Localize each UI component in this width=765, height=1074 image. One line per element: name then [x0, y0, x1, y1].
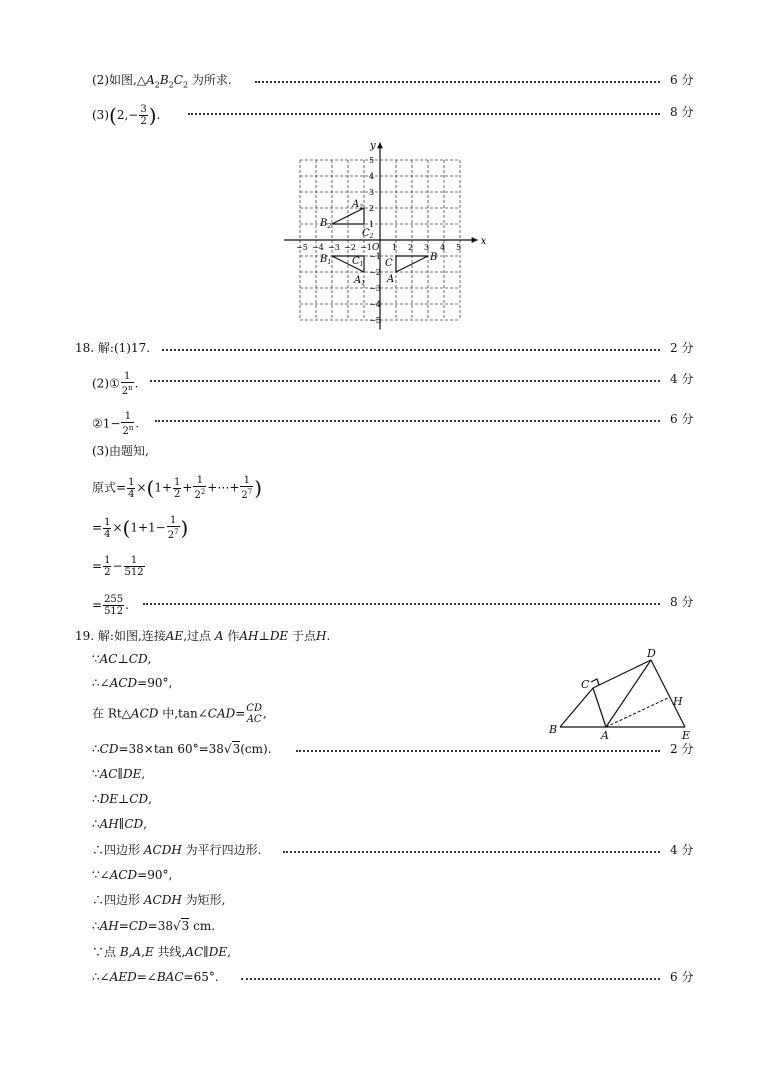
exponent: 7 — [174, 528, 179, 536]
y-tick-label: 4 — [369, 172, 375, 181]
leader-dots — [296, 750, 660, 752]
coordinate-grid-figure — [280, 136, 485, 336]
x-axis-arrow — [472, 237, 478, 243]
numerator: CD — [246, 703, 262, 714]
comma: , — [148, 792, 152, 806]
x-tick-label: −3 — [328, 243, 340, 252]
comma: , — [262, 706, 267, 721]
numerator: 1 — [121, 411, 134, 423]
left-paren: ( — [109, 103, 117, 128]
subscript: 2 — [327, 223, 332, 230]
denominator — [167, 527, 180, 541]
label-b: B — [549, 723, 558, 736]
perp-sign: ⊥ — [258, 629, 270, 643]
base: 2 — [122, 426, 129, 437]
exponent: 7 — [247, 488, 253, 496]
left-paren: ( — [146, 476, 155, 500]
denominator — [193, 487, 206, 501]
label-d: D — [647, 647, 656, 660]
score-mark: 8 分 — [670, 595, 694, 609]
relation: AH∥CD — [99, 817, 144, 831]
eq-prefix: 原式= — [92, 480, 127, 495]
label-b: B — [430, 252, 438, 263]
text: 中,tan∠ — [158, 706, 208, 721]
right-paren: ) — [254, 476, 263, 500]
x-tick-label: −5 — [296, 243, 308, 252]
times-sign: × — [112, 520, 123, 535]
tick-labels — [296, 140, 487, 325]
fraction — [193, 475, 206, 501]
fraction — [246, 703, 262, 725]
term: 1+1− — [130, 520, 166, 535]
angle-sign: ∠ — [99, 970, 110, 984]
fraction — [167, 515, 180, 541]
x-axis-label: x — [480, 236, 487, 247]
triangle-symbol: △ — [136, 73, 147, 87]
p19-head-text: 作 — [227, 629, 240, 643]
period: . — [134, 376, 139, 391]
relation: DE⊥CD — [99, 792, 149, 806]
right-paren: ) — [180, 516, 189, 540]
x-tick-label: 2 — [408, 243, 414, 252]
denominator: 512 — [124, 567, 144, 578]
vertex-a2: A — [146, 73, 155, 87]
leader-dots — [255, 81, 660, 83]
triangle-abc — [396, 256, 428, 272]
period: . — [125, 598, 129, 612]
numerator: 1 — [167, 515, 180, 527]
line-ca — [593, 688, 606, 727]
angle-name: AED — [109, 970, 137, 984]
score-mark: 6 分 — [670, 73, 694, 87]
seg-cd: CD — [128, 919, 148, 933]
angle-name: CAD — [207, 706, 236, 721]
sqrt-sign: √ — [223, 742, 232, 756]
right-paren: ) — [148, 103, 157, 128]
equals: = — [118, 919, 129, 933]
leader-dots — [283, 851, 660, 853]
angle-value: =65°. — [183, 970, 219, 984]
right-angle-mark — [591, 679, 599, 685]
comma: , — [147, 652, 152, 666]
text: 在 Rt△ — [92, 706, 131, 721]
sub-2: 2 — [168, 80, 174, 90]
comma: , — [141, 767, 146, 781]
denominator — [121, 383, 134, 397]
denominator: 2 — [140, 116, 147, 127]
because-sign: ∵ — [92, 868, 100, 882]
because-sign: ∵ — [92, 945, 105, 959]
denominator — [240, 487, 253, 501]
leader-dots — [143, 603, 660, 605]
angle-name: ACD — [109, 868, 138, 882]
fraction — [139, 104, 147, 127]
point-a: A — [214, 629, 224, 643]
y-axis-label: y — [370, 140, 376, 152]
p18-part3-intro-text: (3)由题知, — [92, 444, 149, 458]
label-a2: $A_2$ — [352, 199, 364, 211]
sub-2: 2 — [182, 80, 189, 90]
unit: (cm). — [240, 742, 272, 756]
comma: , — [143, 817, 147, 831]
fraction — [127, 477, 135, 500]
leader-dots — [162, 349, 660, 351]
coord-sep: , — [124, 108, 129, 122]
origin-label: O — [372, 243, 380, 253]
y-tick-label: −4 — [369, 300, 381, 309]
leader-dots — [150, 380, 660, 382]
y-tick-label: 3 — [369, 188, 375, 197]
score-mark: 2 分 — [670, 341, 694, 355]
subscript: 2 — [369, 233, 374, 240]
therefore-sign: ∴ — [92, 742, 100, 756]
y-tick-label: −1 — [369, 252, 381, 261]
exponent: n — [128, 424, 134, 432]
comma: , — [227, 945, 231, 959]
score-mark: 2 分 — [670, 742, 694, 756]
exponent: 2 — [200, 488, 206, 496]
eq-prefix: = — [92, 520, 103, 535]
quad-name: ACDH — [143, 843, 182, 857]
angle-sign: ∠ — [99, 676, 110, 690]
geometry-figure — [540, 645, 700, 740]
numerator: 3 — [140, 104, 147, 115]
subscript: 1 — [327, 259, 332, 266]
subscript: 2 — [359, 204, 364, 211]
seg-ae: AE — [165, 629, 184, 643]
p17-part2-suffix: 为所求. — [191, 73, 232, 87]
base: 2 — [194, 490, 201, 501]
label-c2: $C_2$ — [362, 228, 374, 240]
plus-sign: + — [182, 480, 193, 495]
ellipsis: +⋯+ — [207, 480, 240, 495]
x-tick-label: 1 — [392, 243, 398, 252]
text: 为矩形, — [181, 893, 226, 907]
triangle-name: ACD — [130, 706, 159, 721]
points: B,A,E — [119, 945, 154, 959]
angle-name: BAC — [156, 970, 184, 984]
line-bc — [560, 688, 593, 727]
label-a: A — [601, 729, 609, 742]
x-tick-label: −2 — [344, 243, 356, 252]
equals: =∠ — [136, 970, 157, 984]
seg-ah: AH — [239, 629, 259, 643]
score-mark: 8 分 — [670, 105, 694, 119]
numerator: 1 — [104, 555, 111, 566]
therefore-sign: ∴ — [92, 893, 105, 907]
fraction — [103, 517, 111, 540]
p17-part2-prefix: (2)如图, — [92, 73, 137, 87]
y-tick-label: 5 — [369, 156, 375, 165]
equals: = — [235, 706, 246, 721]
denominator: 4 — [104, 528, 111, 540]
unit: cm. — [189, 919, 216, 933]
score-mark: 6 分 — [670, 970, 694, 984]
exponent: n — [128, 384, 133, 392]
y-tick-label: 2 — [369, 204, 375, 213]
leader-dots — [241, 978, 660, 980]
vertex-c2: C — [173, 73, 183, 87]
base: 2 — [241, 490, 248, 501]
p19-head-text: ,过点 — [183, 629, 212, 643]
seg-de: DE — [269, 629, 289, 643]
left-paren: ( — [122, 516, 131, 540]
x-tick-label: −4 — [312, 243, 324, 252]
period: . — [156, 108, 161, 122]
therefore-sign: ∴ — [92, 817, 100, 831]
label-c1: $C_1$ — [352, 256, 364, 268]
denominator: 2 — [104, 567, 111, 578]
term: 1+ — [154, 480, 173, 495]
period: . — [326, 629, 331, 643]
fraction — [121, 411, 134, 437]
y-tick-label: −3 — [369, 284, 381, 293]
numerator: 1 — [174, 476, 181, 488]
fraction — [103, 594, 124, 617]
numerator: 255 — [104, 594, 124, 605]
because-sign: ∵ — [92, 767, 100, 781]
score-mark: 4 分 — [670, 843, 694, 857]
text: 共线, — [153, 945, 186, 959]
label-b1: $B_1$ — [320, 254, 332, 266]
expression: =38×tan 60°=38 — [118, 742, 224, 756]
minus-sign: − — [128, 108, 139, 122]
y-axis-arrow — [377, 142, 383, 148]
denominator: 512 — [104, 606, 124, 617]
numerator: 1 — [193, 475, 206, 487]
relation: AC∥DE — [185, 945, 228, 959]
p18-part2a-prefix: (2)① — [92, 376, 120, 391]
seg-cd: CD — [99, 742, 119, 756]
x-tick-label: 3 — [424, 243, 430, 252]
numerator: 1 — [121, 371, 134, 383]
label-e: E — [682, 729, 691, 742]
base: 2 — [167, 530, 175, 541]
comma: , — [168, 868, 173, 882]
quad-name: ACDH — [143, 893, 182, 907]
therefore-sign: ∴ — [92, 843, 105, 857]
therefore-sign: ∴ — [92, 919, 100, 933]
numerator: 1 — [104, 516, 111, 528]
angle-value: =90° — [137, 676, 169, 690]
p19-head-text: 于点 — [292, 629, 317, 643]
sqrt-sign: √ — [172, 919, 181, 933]
angle-value: =90° — [137, 868, 169, 882]
minus-sign: − — [112, 559, 123, 573]
numerator: 1 — [128, 476, 135, 488]
expression: =38 — [147, 919, 173, 933]
subscript: 1 — [361, 280, 366, 287]
subscript: 1 — [359, 261, 364, 268]
times-sign: × — [136, 480, 147, 495]
text: 四边形 — [104, 893, 144, 907]
fraction — [240, 475, 253, 501]
comma: , — [168, 676, 173, 690]
fraction — [124, 555, 145, 578]
period: . — [135, 416, 140, 431]
x-tick-label: 5 — [456, 243, 462, 252]
axes — [284, 142, 478, 329]
text: 为平行四边形. — [181, 843, 262, 857]
text: 点 — [104, 945, 120, 959]
angle-sign: ∠ — [99, 868, 110, 882]
fraction — [121, 371, 134, 397]
base: 2 — [121, 386, 129, 397]
y-tick-label: −2 — [369, 268, 381, 277]
score-mark: 6 分 — [670, 412, 694, 426]
label-a1: $A_1$ — [354, 275, 366, 287]
fraction — [173, 477, 181, 500]
p19-head-text: 19. 解:如图,连接 — [75, 629, 166, 643]
label-c: C — [581, 678, 590, 691]
text: 四边形 — [104, 843, 144, 857]
label-a: A — [387, 274, 395, 285]
therefore-sign: ∴ — [92, 676, 100, 690]
angle-name: ACD — [109, 676, 138, 690]
radicand: 3 — [181, 919, 190, 933]
leader-dots — [188, 113, 660, 115]
eq-prefix: = — [92, 559, 103, 573]
line-ad — [606, 660, 651, 727]
therefore-sign: ∴ — [92, 792, 100, 806]
y-tick-label: 1 — [369, 220, 375, 229]
denominator: 4 — [128, 488, 135, 500]
radicand: 3 — [232, 742, 241, 756]
relation: AC∥DE — [99, 767, 142, 781]
therefore-sign: ∴ — [92, 970, 100, 984]
denominator: 2 — [174, 488, 181, 500]
denominator: AC — [246, 714, 262, 725]
coord-x: 2 — [116, 108, 125, 122]
sub-2: 2 — [154, 80, 160, 90]
eq-prefix: = — [92, 598, 103, 612]
label-c: C — [385, 258, 393, 269]
vertex-b2: B — [159, 73, 169, 87]
y-tick-label: −5 — [369, 316, 381, 325]
x-tick-label: 4 — [440, 243, 446, 252]
p18-part2b-prefix: ②1− — [92, 416, 121, 431]
numerator: 1 — [240, 475, 253, 487]
label-b2: $B_2$ — [320, 218, 332, 230]
label-h: H — [673, 695, 683, 708]
point-h: H — [316, 629, 327, 643]
fraction — [103, 555, 111, 578]
p18-heading: 18. 解:(1)17. — [75, 341, 151, 355]
line-de — [651, 660, 685, 727]
p17-part3-prefix: (3) — [92, 108, 109, 122]
relation: AC⊥CD — [99, 652, 148, 666]
score-mark: 4 分 — [670, 372, 694, 386]
numerator: 1 — [124, 555, 145, 567]
seg-ah: AH — [99, 919, 119, 933]
figure-lines — [560, 660, 685, 727]
x-tick-label: −1 — [360, 243, 372, 252]
denominator — [121, 423, 134, 437]
because-sign: ∵ — [92, 652, 100, 666]
leader-dots — [155, 420, 660, 422]
